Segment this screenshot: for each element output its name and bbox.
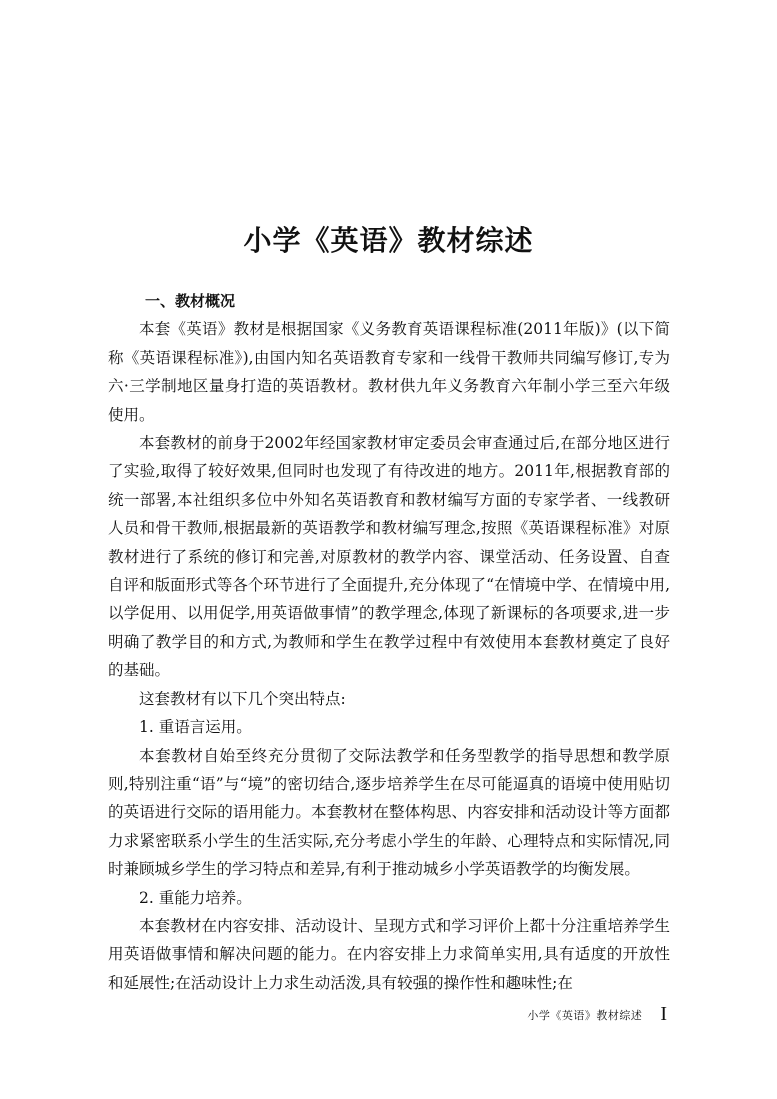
paragraph-features-intro: 这套教材有以下几个突出特点: xyxy=(139,689,346,708)
feature-2-text: 本套教材在内容安排、活动设计、呈现方式和学习评价上都十分注重培养学生用英语做事情和解决问题的能力。在内容安排上力求简单实用,具有适度的开放性和延展性;在活动设计上力求生动活泼,具有较强的操作性和趣味性;在 xyxy=(108,916,670,992)
running-title: 小学《英语》教材综述 xyxy=(527,1008,643,1022)
main-content xyxy=(108,287,670,997)
page-title: 小学《英语》教材综述 xyxy=(243,223,534,257)
section-heading: 一、教材概况 xyxy=(145,292,236,310)
paragraph-history: 本套教材的前身于2002年经国家教材审定委员会审查通过后,在部分地区进行了实验,取得了较好效果,但同时也发现了有待改进的地方。2011年,根据教育部的统一部署,本社组织多位中外知名英语教育和教材编写方面的专家学者、一线教研人员和骨干教师,根据最新的英语教学和教材编写理念,按照《英语课程标准》对原教材进行了系统的修订和完善,对原教材的教学内容、课堂活动、任务设置、自查自评和版面形式等各个环节进行了全面提升,充分体现了“在情境中学、在情境中用,以学促用、以用促学,用英语做事情”的教学理念,体现了新课标的各项要求,进一步明确了教学目的和方式,为教师和学生在教学过程中有效使用本套教材奠定了良好的基础。 xyxy=(108,434,670,680)
feature-1-heading: 1. 重语言运用。 xyxy=(139,718,252,737)
paragraph-overview: 本套《英语》教材是根据国家《义务教育英语课程标准(2011年版)》(以下简称《英语课程标准》),由国内知名英语教育专家和一线骨干教师共同编写修订,专为六·三学制地区量身打造的英语教材。教材供九年义务教育六年制小学三至六年级使用。 xyxy=(108,320,670,424)
feature-2-heading: 2. 重能力培养。 xyxy=(139,888,252,907)
page-number: I xyxy=(660,1003,667,1025)
page-footer xyxy=(527,1003,667,1026)
feature-1-text: 本套教材自始至终充分贯彻了交际法教学和任务型教学的指导思想和教学原则,特别注重“语”与“境”的密切结合,逐步培养学生在尽可能逼真的语境中使用贴切的英语进行交际的语用能力。本套教材在整体构思、内容安排和活动设计等方面都力求紧密联系小学生的生活实际,充分考虑小学生的年龄、心理特点和实际情况,同时兼顾城乡学生的学习特点和差异,有利于推动城乡小学英语教学的均衡发展。 xyxy=(108,746,670,879)
